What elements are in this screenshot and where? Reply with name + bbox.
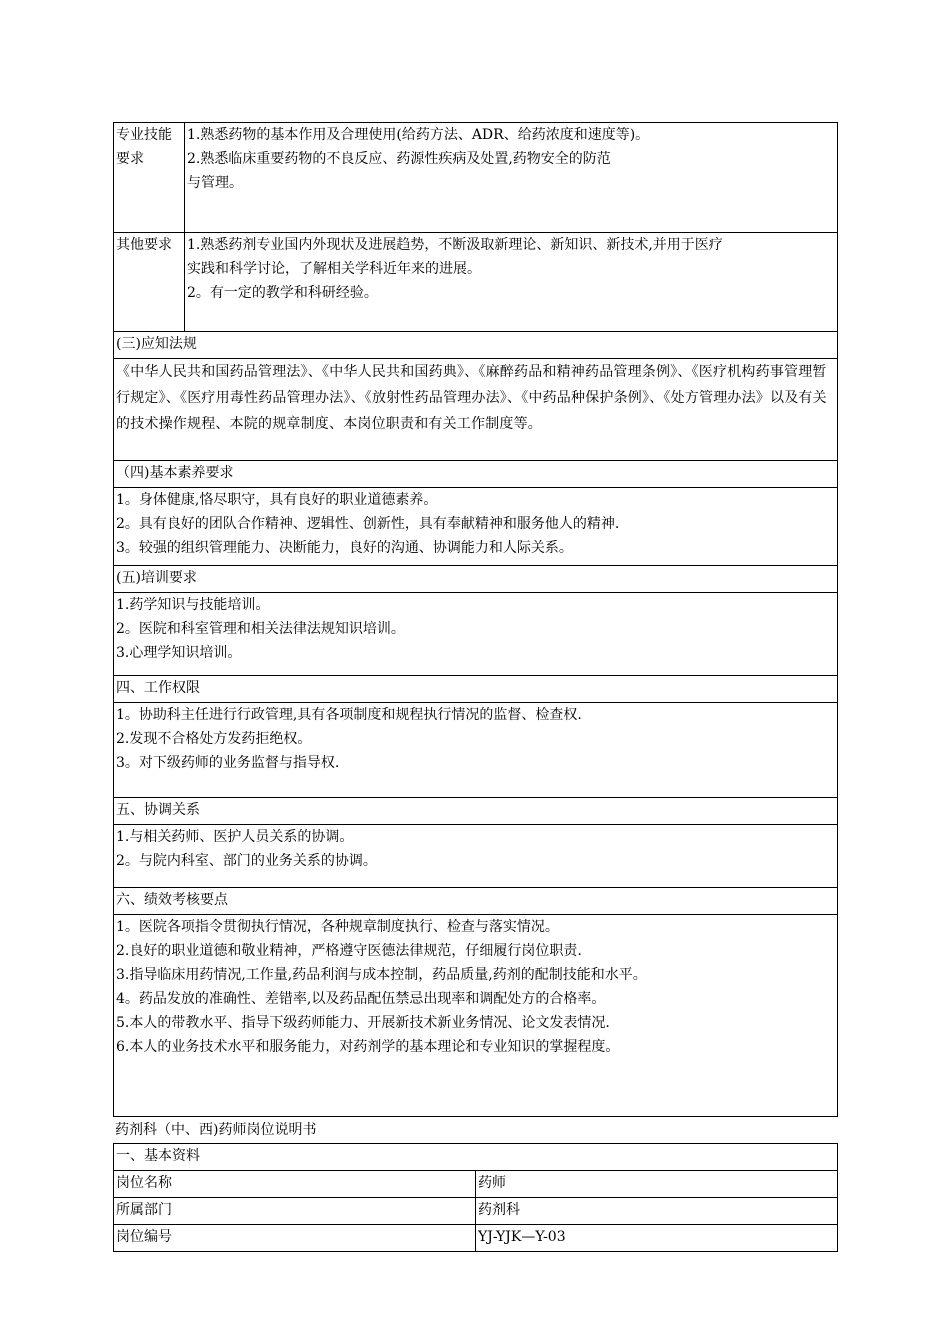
- info-row-code: [114, 1225, 838, 1252]
- basic-info-header: 一、基本资料: [114, 1144, 838, 1171]
- coordination-line: 1.与相关药师、医护人员关系的协调。: [116, 829, 354, 845]
- performance-line: 3.指导临床用药情况,工作量,药品利润与成本控制，药品质量,药剂的配制技能和水平。: [116, 967, 647, 983]
- authority-line: 3。对下级药师的业务监督与指导权.: [116, 755, 340, 771]
- laws-header: (三)应知法规: [114, 332, 838, 359]
- skills-line: 1.熟悉药物的基本作用及合理使用(给药方法、ADR、给药浓度和速度等)。: [187, 127, 650, 143]
- other-line: 2。有一定的教学和科研经验。: [187, 285, 378, 301]
- skills-label: 专业技能要求: [114, 123, 185, 233]
- info-row-position: [114, 1171, 838, 1198]
- other-label: 其他要求: [114, 233, 185, 332]
- authority-row: [114, 703, 838, 798]
- skills-row: [114, 123, 838, 233]
- laws-content: [114, 359, 838, 461]
- performance-line: 5.本人的带教水平、指导下级药师能力、开展新技术新业务情况、论文发表情况.: [116, 1015, 610, 1031]
- quality-content: [114, 488, 838, 566]
- authority-header: 四、工作权限: [114, 676, 838, 703]
- info-value: 药剂科: [476, 1198, 838, 1225]
- coordination-header: 五、协调关系: [114, 798, 838, 825]
- authority-header-row: [114, 676, 838, 703]
- performance-line: 2.良好的职业道德和敬业精神，严格遵守医德法律规范，仔细履行岗位职责.: [116, 943, 582, 959]
- coordination-content: [114, 825, 838, 888]
- performance-line: 4。药品发放的准确性、差错率,以及药品配伍禁忌出现率和调配处方的合格率。: [116, 991, 606, 1007]
- quality-header: （四)基本素养要求: [114, 461, 838, 488]
- info-value: YJ-YJK—Y-03: [476, 1225, 838, 1252]
- coordination-line: 2。与院内科室、部门的业务关系的协调。: [116, 853, 377, 869]
- coordination-row: [114, 825, 838, 888]
- document-title: 药剂科（中、西)药师岗位说明书: [115, 1122, 317, 1138]
- info-value: 药师: [476, 1171, 838, 1198]
- skills-line: 2.熟悉临床重要药物的不良反应、药源性疾病及处置,药物安全的防范: [187, 151, 611, 167]
- quality-line: 2。具有良好的团队合作精神、逻辑性、创新性，具有奉献精神和服务他人的精神.: [116, 516, 620, 532]
- other-row: [114, 233, 838, 332]
- training-header-row: [114, 566, 838, 593]
- authority-line: 1。协助科主任进行行政管理,具有各项制度和规程执行情况的监督、检查权.: [116, 707, 582, 723]
- other-line: 实践和科学讨论，了解相关学科近年来的进展。: [187, 261, 481, 277]
- info-label: 岗位名称: [114, 1171, 476, 1198]
- performance-row: [114, 915, 838, 1117]
- coordination-header-row: [114, 798, 838, 825]
- training-line: 3.心理学知识培训。: [116, 645, 242, 661]
- performance-header-row: [114, 888, 838, 915]
- training-line: 1.药学知识与技能培训。: [116, 597, 270, 613]
- laws-row: [114, 359, 838, 461]
- performance-line: 1。医院各项指令贯彻执行情况，各种规章制度执行、检查与落实情况。: [116, 919, 559, 935]
- performance-header: 六、绩效考核要点: [114, 888, 838, 915]
- basic-info-header-row: [114, 1144, 838, 1171]
- training-row: [114, 593, 838, 676]
- info-label: 所属部门: [114, 1198, 476, 1225]
- performance-content: [114, 915, 838, 1117]
- laws-header-row: [114, 332, 838, 359]
- quality-header-row: [114, 461, 838, 488]
- skills-line: 与管理。: [187, 175, 243, 191]
- laws-text: 《中华人民共和国药品管理法》、《中华人民共和国药典》、《麻醉药品和精神药品管理条例》、《医疗机构药事管理暂行规定》、《医疗用毒性药品管理办法》、《放射性药品管理办法》、《中药品种保护条例》、《处方管理办法》以及有关的技术操作规程、本院的规章制度、本岗位职责和有关工作制度等。: [116, 364, 827, 432]
- authority-content: [114, 703, 838, 798]
- quality-row: [114, 488, 838, 566]
- other-line: 1.熟悉药剂专业国内外现状及进展趋势，不断汲取新理论、新知识、新技术,并用于医疗: [187, 237, 723, 253]
- training-header: (五)培训要求: [114, 566, 838, 593]
- skills-content: [185, 123, 838, 233]
- other-content: [185, 233, 838, 332]
- training-line: 2。医院和科室管理和相关法律法规知识培训。: [116, 621, 405, 637]
- training-content: [114, 593, 838, 676]
- quality-line: 3。较强的组织管理能力、决断能力，良好的沟通、协调能力和人际关系。: [116, 540, 573, 556]
- info-label: 岗位编号: [114, 1225, 476, 1252]
- authority-line: 2.发现不合格处方发药拒绝权。: [116, 731, 312, 747]
- performance-line: 6.本人的业务技术水平和服务能力，对药剂学的基本理论和专业知识的掌握程度。: [116, 1039, 620, 1055]
- basic-info-table: [113, 1143, 838, 1252]
- quality-line: 1。身体健康,恪尽职守，具有良好的职业道德素养。: [116, 492, 438, 508]
- info-row-department: [114, 1198, 838, 1225]
- job-description-table: [113, 122, 838, 1117]
